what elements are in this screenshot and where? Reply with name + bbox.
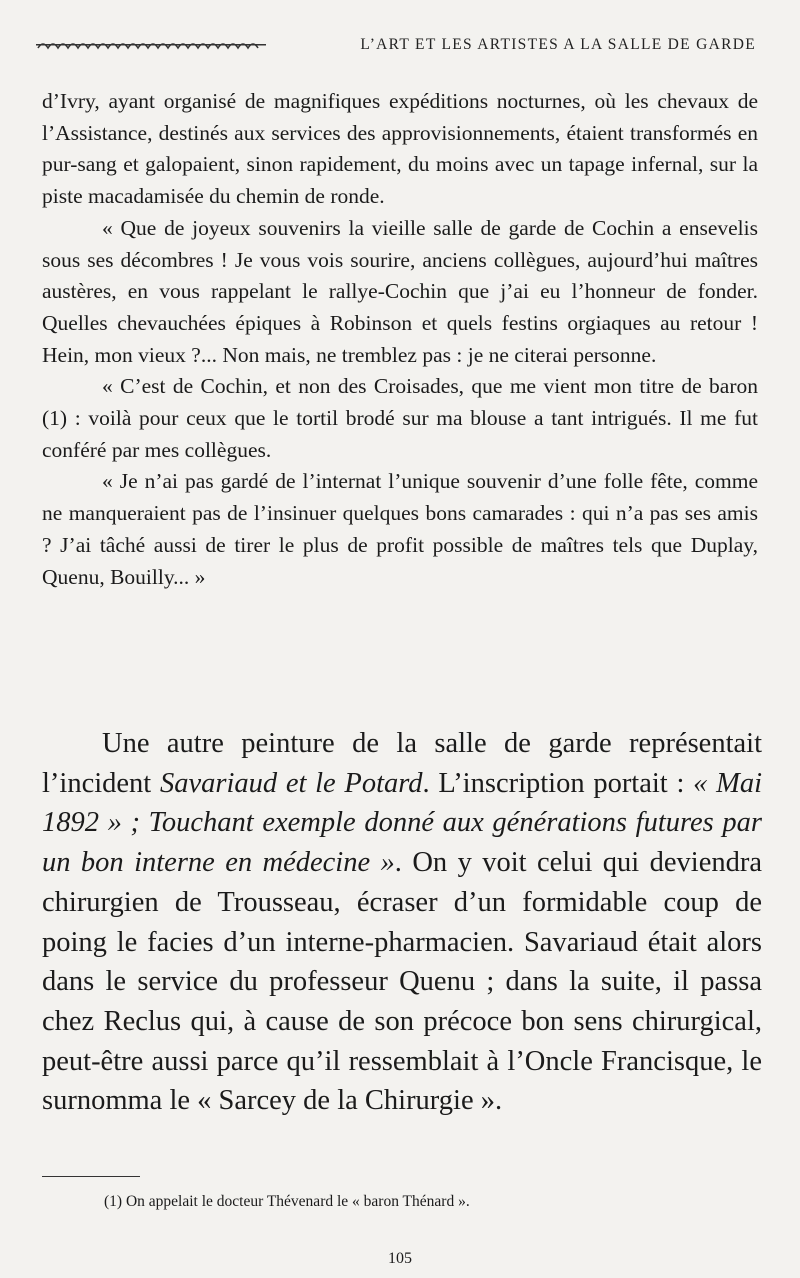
- paragraph-main: [42, 724, 762, 1121]
- main-text-part-3: . On y voit celui qui deviendra chirurgien de Trousseau, écraser d’un formidable coup de poing le facies d’un interne-pharmacien. Savariaud était alors dans le service du professeur Quenu ; dans la suite, il passa chez Reclus qui, à cause de son précoce bon sens chirurgical, peut-être aussi parce qu’il ressemblait à l’Oncle Francisque, le surnomma le « Sarcey de la Chirurgie ».: [42, 847, 762, 1117]
- paragraph-4: « Je n’ai pas gardé de l’internat l’unique souvenir d’une folle fête, comme ne manqueraient pas de l’insinuer quelques bons camarades : qui n’a pas ses amis ? J’ai tâché aussi de tirer le plus de profit possible de maîtres tels que Duplay, Quenu, Bouilly... »: [42, 469, 758, 589]
- quoted-text-block: [42, 86, 758, 593]
- page-number: 105: [388, 1250, 412, 1267]
- paragraph-1: d’Ivry, ayant organisé de magnifiques expéditions nocturnes, où les chevaux de l’Assistance, destinés aux services des approvisionnements, étaient transformés en pur-sang et galopaient, sinon rapidement, du moins avec un tapage infernal, sur la piste macadamisée du chemin de ronde.: [42, 89, 758, 209]
- running-header: [36, 32, 756, 58]
- footnote-divider: [42, 1176, 140, 1177]
- main-text-block: [42, 724, 762, 1121]
- painting-inscription: « Mai 1892 » ; Touchant exemple donné aux générations futures par un bon interne en médecine »: [42, 767, 762, 879]
- decorative-frieze-icon: [36, 38, 266, 52]
- running-header-title: L’ART ET LES ARTISTES A LA SALLE DE GARDE: [360, 36, 756, 53]
- paragraph-3: « C’est de Cochin, et non des Croisades, que me vient mon titre de baron (1) : voilà pour ceux que le tortil brodé sur ma blouse a tant intrigués. Il me fut conféré par mes collègues.: [42, 374, 758, 462]
- painting-title: Savariaud et le Potard: [159, 767, 423, 799]
- main-text-part-1: Une autre peinture de la salle de garde représentait l’incident: [42, 728, 762, 799]
- paragraph-2: « Que de joyeux souvenirs la vieille salle de garde de Cochin a ensevelis sous ses décombres ! Je vous vois sourire, anciens collègues, aujourd’hui maîtres austères, en vous rappelant le rallye-Cochin que j’ai eu l’honneur de fonder. Quelles chevauchées épiques à Robinson et quels festins orgiaques au retour ! Hein, mon vieux ?... Non mais, ne tremblez pas : je ne citerai personne.: [42, 215, 758, 367]
- footnote: (1) On appelait le docteur Thévenard le « baron Thénard ».: [104, 1193, 470, 1210]
- main-text-part-2: . L’inscription portait :: [422, 767, 694, 799]
